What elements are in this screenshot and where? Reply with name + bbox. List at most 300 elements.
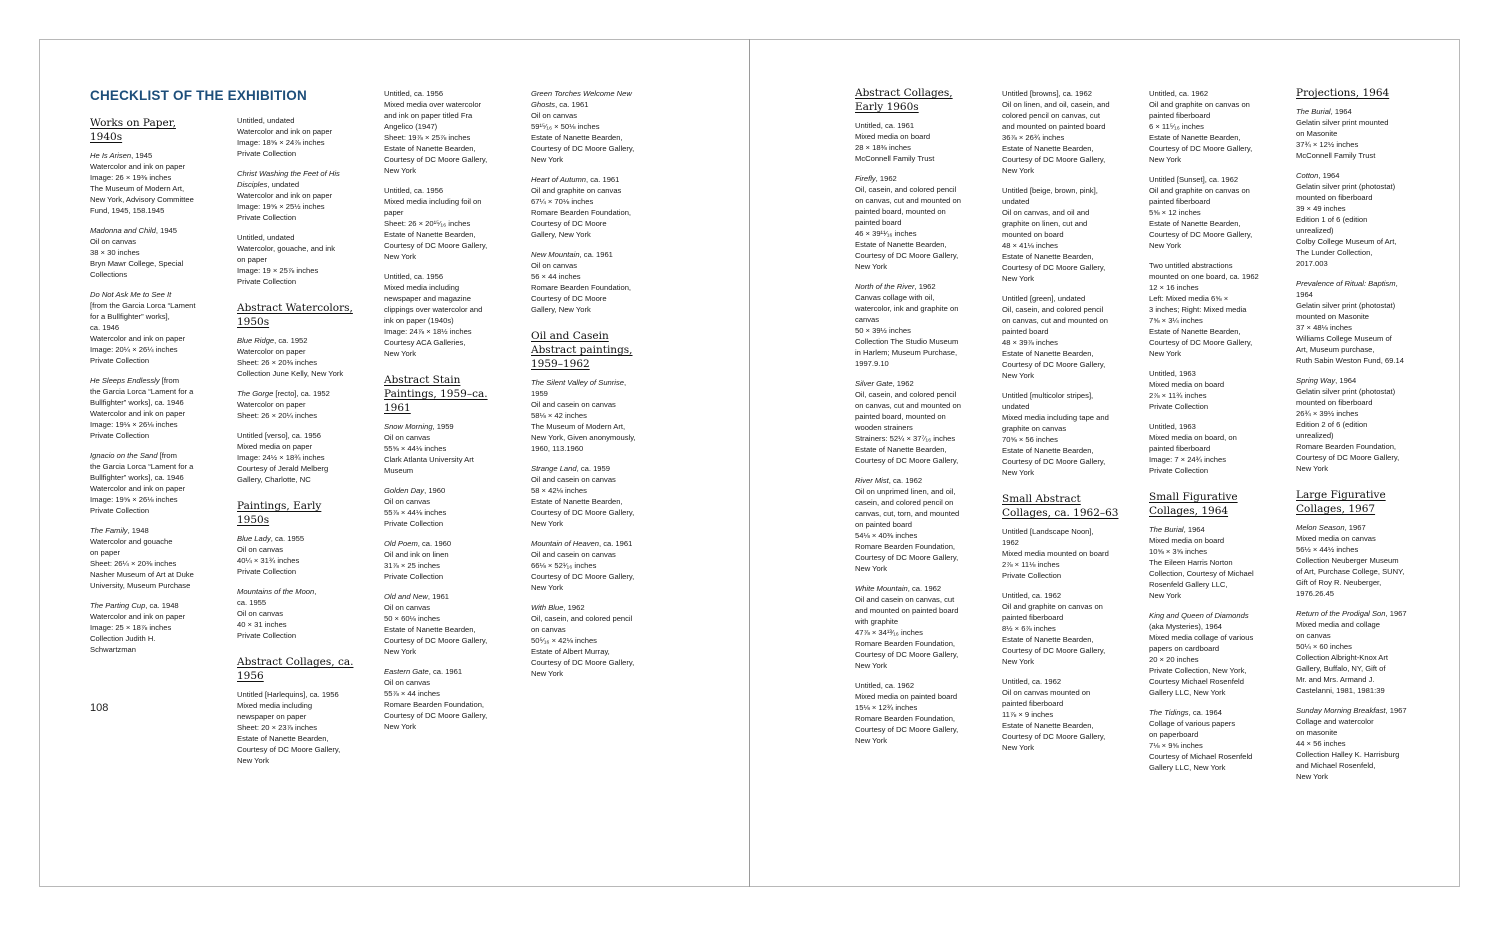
artwork-detail-line: New York: [531, 583, 564, 592]
artwork-title-line: [237, 232, 355, 243]
artwork-detail-line: 1964: [1296, 290, 1313, 299]
artwork-detail-line: Image: 20¼ × 26¼ inches: [90, 345, 178, 354]
artwork-detail-line: Watercolor and ink on paper: [90, 334, 186, 343]
artwork-title: Untitled: [384, 272, 410, 281]
artwork-detail-line: Private Collection: [90, 431, 150, 440]
artwork-detail-line: on masonite: [1296, 728, 1338, 737]
artwork-detail-line: Mixed media on paper: [237, 442, 313, 451]
artwork-detail-line: on paperboard: [1149, 730, 1199, 739]
artwork-detail-line: New York: [1149, 591, 1182, 600]
artwork-detail-line: Collection Neuberger Museum: [1296, 556, 1399, 565]
checklist-entry: [237, 689, 355, 766]
artwork-detail-line: Rosenfeld Gallery LLC,: [1149, 580, 1228, 589]
artwork-detail-line: Museum: [384, 466, 414, 475]
artwork-detail-line: 67¼ × 70⅛ inches: [531, 197, 594, 206]
artwork-title: Snow Morning: [384, 422, 433, 431]
artwork-detail-line: Private Collection, New York,: [1149, 666, 1247, 675]
artwork-date: , 1963: [1174, 369, 1196, 378]
checklist-entry: [90, 225, 208, 280]
checklist-entry: [384, 271, 502, 359]
artwork-detail-line: 20 × 20 inches: [1149, 655, 1199, 664]
artwork-title: White Mountain: [855, 584, 908, 593]
artwork-title-line: [531, 377, 649, 388]
artwork-date: , 1960: [424, 486, 446, 495]
artwork-detail-line: Gallery, Buffalo, NY, Gift of: [1296, 664, 1386, 673]
artwork-detail-line: Oil on unprimed linen, and oil,: [855, 487, 956, 496]
checklist-entry: [855, 475, 973, 574]
checklist-entry: [855, 281, 973, 369]
artwork-detail-line: Oil, casein, and colored pencil: [531, 614, 633, 623]
checklist-entry: [1296, 522, 1414, 599]
artwork-detail-line: 36⅞ × 26¾ inches: [1002, 133, 1065, 142]
artwork-detail-line: Courtesy of DC Moore: [531, 219, 607, 228]
artwork-detail-line: newspaper and magazine: [384, 294, 471, 303]
artwork-title-line: [90, 225, 208, 236]
artwork-detail-line: Watercolor on paper: [237, 347, 306, 356]
artwork-detail-line: 46 × 39¹¹⁄₁₆ inches: [855, 229, 917, 238]
artwork-detail-line: papers on cardboard: [1149, 644, 1220, 653]
artwork-title-line: [90, 289, 208, 300]
artwork-detail-line: 40¼ × 31¾ inches: [237, 556, 300, 565]
artwork-detail-line: Courtesy ACA Galleries,: [384, 338, 466, 347]
artwork-title-line: [1002, 293, 1120, 304]
artwork-date: , ca. 1956: [409, 272, 444, 281]
artwork-detail-line: mounted on one board, ca. 1962: [1149, 272, 1259, 281]
artwork-title-line: [1002, 88, 1120, 99]
artwork-detail-line: and Michael Rosenfeld,: [1296, 761, 1376, 770]
artwork-detail-line: Courtesy of DC Moore Gallery,: [855, 650, 959, 659]
artwork-detail-line: Oil on canvas: [237, 545, 284, 554]
artwork-detail-line: 1959: [531, 389, 548, 398]
artwork-detail-line: paper: [384, 208, 404, 217]
artwork-detail-line: painted board: [855, 218, 902, 227]
checklist-column-3: [384, 88, 502, 741]
artwork-detail-line: New York: [1149, 241, 1182, 250]
artwork-detail-line: Mixed media collage of various: [1149, 633, 1254, 642]
checklist-entry: [1002, 526, 1120, 581]
artwork-title: Untitled: [1002, 186, 1028, 195]
section-heading: Large Figurative Collages, 1967: [1296, 489, 1386, 515]
artwork-detail-line: Private Collection: [384, 519, 444, 528]
artwork-detail-line: 1976.26.45: [1296, 589, 1335, 598]
artwork-detail-line: Gallery, New York: [531, 230, 591, 239]
artwork-detail-line: Courtesy of DC Moore Gallery,: [1002, 732, 1106, 741]
checklist-entry: [237, 115, 355, 159]
artwork-detail-line: clippings over watercolor and: [384, 305, 483, 314]
artwork-detail-line: on canvas, cut and mounted on: [855, 401, 961, 410]
artwork-detail-line: 7⅝ × 3¼ inches: [1149, 316, 1203, 325]
artwork-title: Prevalence of Ritual: Baptism: [1296, 279, 1396, 288]
artwork-detail-line: Courtesy of DC Moore Gallery,: [384, 241, 488, 250]
artwork-detail-line: 11⅞ × 9 inches: [1002, 710, 1054, 719]
checklist-column-4: [531, 88, 649, 688]
artwork-detail-line: Oil and graphite on canvas on: [1002, 602, 1103, 611]
checklist-entry: [531, 88, 649, 165]
artwork-date: , ca. 1964: [1188, 708, 1222, 717]
checklist-entry: [1149, 421, 1267, 476]
artwork-title: Blue Ridge: [237, 336, 275, 345]
artwork-detail-line: New York: [237, 756, 270, 765]
artwork-detail-line: Edition 1 of 6 (edition: [1296, 215, 1368, 224]
artwork-detail-line: 55⅞ × 44 inches: [384, 689, 440, 698]
artwork-detail-line: 40 × 31 inches: [237, 620, 287, 629]
artwork-title-line: [1149, 88, 1267, 99]
artwork-detail-line: Sheet: 19⅞ × 25⅞ inches: [384, 133, 471, 142]
artwork-title: Untitled: [237, 116, 263, 125]
artwork-detail-line: Collage and watercolor: [1296, 717, 1374, 726]
artwork-detail-line: Watercolor and ink on paper: [237, 127, 333, 136]
artwork-detail-line: Courtesy of DC Moore Gallery,: [1002, 646, 1106, 655]
checklist-entry: [237, 533, 355, 577]
checklist-entry: [855, 680, 973, 746]
artwork-detail-line: New York, Given anonymously,: [531, 433, 636, 442]
artwork-title-line: [531, 174, 649, 185]
artwork-detail-line: on canvas, cut and mounted on: [855, 196, 961, 205]
artwork-detail-line: Collection Judith H.: [90, 634, 156, 643]
checklist-entry: [384, 185, 502, 262]
artwork-title: Sunday Morning Breakfast: [1296, 706, 1386, 715]
artwork-title-line: [384, 485, 502, 496]
artwork-detail-line: New York: [531, 669, 564, 678]
artwork-date: , 1967: [1344, 523, 1366, 532]
artwork-detail-line: Private Collection: [90, 356, 150, 365]
artwork-detail-line: Courtesy of DC Moore Gallery,: [1002, 457, 1106, 466]
artwork-detail-line: casein, and colored pencil on: [855, 498, 954, 507]
artwork-detail-line: Collections: [90, 270, 128, 279]
artwork-title-line: [90, 150, 208, 161]
artwork-date: [Harlequins], ca. 1956: [262, 690, 339, 699]
artwork-detail-line: Oil, casein, and colored pencil: [1002, 305, 1104, 314]
artwork-date: , 1945: [155, 226, 177, 235]
artwork-detail-line: Gelatin silver print (photostat): [1296, 387, 1396, 396]
artwork-detail-line: Romare Bearden Foundation,: [384, 700, 485, 709]
artwork-date: , ca. 1962: [1174, 89, 1209, 98]
checklist-entry: [384, 485, 502, 529]
artwork-detail-line: Oil on canvas: [384, 497, 431, 506]
artwork-detail-line: Mixed media on board: [1149, 536, 1225, 545]
artwork-date: , 1964: [1318, 171, 1340, 180]
artwork-title-line: [1296, 106, 1414, 117]
artwork-detail-line: The Museum of Modern Art,: [531, 422, 626, 431]
checklist-entry: [531, 463, 649, 529]
artwork-detail-line: New York: [384, 722, 417, 731]
artwork-detail-line: painted board, mounted on: [855, 207, 946, 216]
artwork-detail-line: Private Collection: [237, 213, 297, 222]
artwork-title-line: [531, 538, 649, 549]
artwork-title: Heart of Autumn: [531, 175, 587, 184]
artwork-title: Old and New: [384, 592, 428, 601]
artwork-title-line: [237, 689, 355, 700]
artwork-detail-line: New York: [1002, 274, 1035, 283]
artwork-date: , ca. 1962: [880, 681, 915, 690]
artwork-title: Untitled: [855, 681, 881, 690]
artwork-date: , ca. 1961: [579, 250, 613, 259]
artwork-title: The Parting Cup: [90, 601, 146, 610]
artwork-title-line: [384, 591, 502, 602]
artwork-title-line: [855, 475, 973, 486]
artwork-detail-line: on painted board: [855, 520, 913, 529]
artwork-title: The Family: [90, 526, 128, 535]
artwork-title-line: [237, 115, 355, 126]
artwork-date: [recto], ca. 1952: [273, 389, 330, 398]
artwork-detail-line: Courtesy of DC Moore Gallery,: [531, 658, 635, 667]
artwork-title-line: [1002, 185, 1120, 196]
artwork-detail-line: 3 inches; Right: Mixed media: [1149, 305, 1247, 314]
checklist-entry: [1002, 676, 1120, 753]
artwork-detail-line: Image: 7 × 24¾ inches: [1149, 455, 1227, 464]
artwork-detail-line: Estate of Nanette Bearden,: [1002, 144, 1094, 153]
artwork-detail-line: Private Collection: [1002, 571, 1062, 580]
artwork-detail-line: canvas: [855, 315, 880, 324]
artwork-detail-line: Bullfighter” works], ca. 1946: [90, 473, 184, 482]
artwork-detail-line: Romare Bearden Foundation,: [855, 542, 956, 551]
artwork-title-line: [384, 271, 502, 282]
artwork-detail-line: Watercolor and ink on paper: [90, 484, 186, 493]
artwork-detail-line: ca. 1946: [90, 323, 120, 332]
artwork-title-line: [855, 120, 973, 131]
artwork-date: , 1962: [892, 379, 914, 388]
artwork-detail-line: Oil on canvas: [384, 433, 431, 442]
artwork-title: Strange Land: [531, 464, 577, 473]
artwork-title: King and Queen of Diamonds: [1149, 611, 1249, 620]
artwork-title-line: [384, 88, 502, 99]
artwork-detail-line: Romare Bearden Foundation,: [855, 639, 956, 648]
artwork-detail-line: on canvas, cut and mounted on: [1002, 316, 1108, 325]
artwork-detail-line: Gallery, New York: [531, 305, 591, 314]
artwork-date: [browns], ca. 1962: [1027, 89, 1092, 98]
artwork-detail-line: Image: 18⅝ × 24⅞ inches: [237, 138, 325, 147]
artwork-detail-line: on paper: [237, 255, 267, 264]
artwork-date: , undated: [262, 233, 295, 242]
artwork-date: , ca. 1956: [409, 186, 444, 195]
artwork-detail-line: New York: [855, 736, 888, 745]
artwork-detail-line: Estate of Nanette Bearden,: [531, 133, 623, 142]
artwork-detail-line: New York: [1002, 468, 1035, 477]
artwork-date: [from: [157, 451, 177, 460]
artwork-detail-line: painted board: [1002, 327, 1049, 336]
artwork-title: Old Poem: [384, 539, 418, 548]
artwork-title-line: [1296, 705, 1414, 716]
artwork-detail-line: Collection Albright-Knox Art: [1296, 653, 1389, 662]
artwork-date: , 1961: [427, 592, 450, 601]
checklist-entry: [1002, 293, 1120, 381]
checklist-column-8: [1296, 86, 1414, 791]
artwork-detail-line: 70⅝ × 56 inches: [1002, 435, 1058, 444]
artwork-detail-line: newspaper on paper: [237, 712, 307, 721]
artwork-date: , 1963: [1174, 422, 1196, 431]
artwork-detail-line: Mixed media over watercolor: [384, 100, 482, 109]
artwork-detail-line: New York, Advisory Committee: [90, 195, 194, 204]
artwork-title-line: [90, 600, 208, 611]
artwork-title: Mountains of the Moon: [237, 587, 315, 596]
page-gutter: [749, 39, 750, 887]
artwork-date: , undated: [262, 116, 295, 125]
artwork-detail-line: 55⅝ × 44⅛ inches: [384, 444, 447, 453]
artwork-date: , ca. 1961: [586, 175, 620, 184]
artwork-title: He Is Arisen: [90, 151, 132, 160]
artwork-detail-line: Estate of Nanette Bearden,: [384, 625, 476, 634]
artwork-detail-line: canvas, cut, torn, and mounted: [855, 509, 960, 518]
artwork-detail-line: New York: [1002, 166, 1035, 175]
artwork-detail-line: Watercolor and ink on paper: [90, 612, 186, 621]
artwork-detail-line: Estate of Nanette Bearden,: [855, 240, 947, 249]
artwork-detail-line: painted board, mounted on: [855, 412, 946, 421]
checklist-entry: [1296, 170, 1414, 269]
artwork-detail-line: Courtesy of DC Moore Gallery,: [531, 572, 635, 581]
checklist-entry: [531, 174, 649, 240]
artwork-title: Untitled: [1149, 422, 1175, 431]
artwork-detail-line: Mr. and Mrs. Armand J.: [1296, 675, 1375, 684]
artwork-detail-line: Estate of Albert Murray,: [531, 647, 610, 656]
checklist-entry: [1149, 707, 1267, 773]
checklist-entry: [1296, 705, 1414, 782]
artwork-title-line: [237, 430, 355, 441]
artwork-detail-line: Bullfighter” works], ca. 1946: [90, 398, 184, 407]
checklist-entry: [384, 421, 502, 476]
artwork-title: Cotton: [1296, 171, 1319, 180]
section-heading: Abstract Watercolors, 1950s: [237, 302, 353, 328]
artwork-detail-line: on canvas: [1296, 631, 1331, 640]
artwork-title-line: [1149, 524, 1267, 535]
artwork-title-line: [1149, 421, 1267, 432]
artwork-detail-line: Watercolor and gouache: [90, 537, 173, 546]
artwork-title-line: [855, 583, 973, 594]
artwork-detail-line: Sheet: 26 × 20¼ inches: [237, 411, 318, 420]
artwork-detail-line: Courtesy of DC Moore Gallery,: [855, 251, 959, 260]
checklist-entry: [1149, 174, 1267, 251]
artwork-detail-line: McConnell Family Trust: [855, 154, 935, 163]
artwork-title-line: [237, 586, 355, 597]
artwork-title-line: [237, 335, 355, 346]
artwork-detail-line: Castelanni, 1981, 1981:39: [1296, 686, 1385, 695]
artwork-detail-line: 56½ × 44½ inches: [1296, 545, 1359, 554]
artwork-title-line: [1296, 608, 1414, 619]
artwork-title-line: [1296, 170, 1414, 181]
artwork-title: Untitled: [1002, 677, 1028, 686]
artwork-detail-line: Strainers: 52¼ × 37⁷⁄₁₆ inches: [855, 434, 956, 443]
checklist-entry: [237, 586, 355, 641]
artwork-detail-line: Edition 2 of 6 (edition: [1296, 420, 1368, 429]
artwork-detail-line: Courtesy of DC Moore Gallery,: [384, 711, 488, 720]
artwork-detail-line: graphite on canvas: [1002, 424, 1067, 433]
artwork-detail-line: New York: [855, 262, 888, 271]
artwork-detail-line: Mixed media mounted on board: [1002, 549, 1109, 558]
artwork-title-line: [384, 185, 502, 196]
artwork-title-line: [1149, 260, 1267, 271]
artwork-detail-line: New York: [384, 166, 417, 175]
artwork-detail-line: New York: [855, 564, 888, 573]
artwork-title: Blue Lady: [237, 534, 271, 543]
checklist-entry: [1149, 260, 1267, 359]
artwork-title: The Burial: [1149, 525, 1184, 534]
artwork-detail-line: Oil on canvas: [384, 678, 431, 687]
artwork-detail-line: 37¾ × 12½ inches: [1296, 140, 1359, 149]
artwork-detail-line: New York: [384, 647, 417, 656]
checklist-entry: [1149, 524, 1267, 601]
artwork-title: Return of the Prodigal Son: [1296, 609, 1386, 618]
artwork-date: , ca. 1960: [417, 539, 452, 548]
artwork-detail-line: and ink on paper titled Fra: [384, 111, 473, 120]
artwork-title: Untitled: [237, 431, 263, 440]
artwork-date: [Landscape Noon],: [1027, 527, 1094, 536]
artwork-detail-line: Mixed media including tape and: [1002, 413, 1109, 422]
artwork-date: , 1967: [1385, 609, 1407, 618]
artwork-detail-line: Oil on canvas: [531, 261, 578, 270]
artwork-detail-line: Image: 25 × 18⅞ inches: [90, 623, 172, 632]
artwork-title-line: [1149, 174, 1267, 185]
artwork-detail-line: 10⅝ × 3⅝ inches: [1149, 547, 1208, 556]
artwork-detail-line: Oil on canvas: [384, 603, 431, 612]
artwork-title-line: [1296, 522, 1414, 533]
artwork-title-line: [237, 388, 355, 399]
artwork-detail-line: Courtesy of DC Moore Gallery,: [1002, 360, 1106, 369]
artwork-detail-line: 7⅛ × 9⅝ inches: [1149, 741, 1203, 750]
artwork-detail-line: 50⁵⁄₁₆ × 42⅛ inches: [531, 636, 597, 645]
checklist-entry: [384, 538, 502, 582]
artwork-title: Ignacio on the Sand: [90, 451, 158, 460]
artwork-detail-line: and mounted on painted board: [855, 606, 959, 615]
checklist-entry: [1149, 610, 1267, 698]
artwork-detail-line: Courtesy of DC Moore Gallery,: [1002, 155, 1106, 164]
checklist-entry: [1002, 185, 1120, 284]
artwork-detail-line: Mixed media on board: [1149, 380, 1225, 389]
artwork-detail-line: mounted on fiberboard: [1296, 193, 1373, 202]
artwork-detail-line: Estate of Nanette Bearden,: [1149, 327, 1241, 336]
artwork-detail-line: on Masonite: [1296, 129, 1338, 138]
artwork-title: The Gorge: [237, 389, 274, 398]
artwork-detail-line: 39 × 49 inches: [1296, 204, 1346, 213]
artwork-title: Untitled: [237, 690, 263, 699]
artwork-title-line: [1149, 707, 1267, 718]
artwork-detail-line: unrealized): [1296, 226, 1334, 235]
artwork-detail-line: Mixed media on board: [855, 132, 931, 141]
artwork-date: , 1962: [875, 174, 897, 183]
checklist-column-1: [90, 116, 208, 664]
artwork-date: , 1945: [131, 151, 153, 160]
artwork-date: , 1962: [914, 282, 936, 291]
checklist-entry: [1002, 390, 1120, 478]
artwork-detail-line: wooden strainers: [855, 423, 913, 432]
artwork-date: , 1964: [1183, 525, 1205, 534]
checklist-entry: [1296, 278, 1414, 366]
artwork-title-line: [855, 281, 973, 292]
artwork-detail-line: Watercolor and ink on paper: [90, 162, 186, 171]
artwork-title: Untitled: [1149, 175, 1175, 184]
section-heading: Abstract Collages, Early 1960s: [855, 87, 953, 113]
artwork-title: The Tidings: [1149, 708, 1189, 717]
artwork-detail-line: Private Collection: [1149, 466, 1209, 475]
artwork-detail-line: Courtesy of DC Moore Gallery,: [237, 745, 341, 754]
artwork-title: Untitled: [1149, 89, 1175, 98]
artwork-detail-line: 37 × 48⅛ inches: [1296, 323, 1352, 332]
artwork-detail-line: mounted on fiberboard: [1296, 398, 1373, 407]
artwork-detail-line: 2⅞ × 11¾ inches: [1149, 391, 1207, 400]
artwork-title-line: [90, 450, 208, 461]
artwork-date: , ca. 1962: [1027, 591, 1062, 600]
artwork-detail-line: The Lunder Collection,: [1296, 248, 1373, 257]
artwork-detail-line: Courtesy of Jerald Melberg: [237, 464, 329, 473]
artwork-title: Silver Gate: [855, 379, 893, 388]
artwork-detail-line: Image: 24½ × 18¾ inches: [237, 453, 325, 462]
artwork-detail-line: Collage of various papers: [1149, 719, 1236, 728]
artwork-title: Untitled: [1149, 369, 1175, 378]
artwork-title: The Silent Valley of Sunrise: [531, 378, 625, 387]
artwork-date: , ca. 1962: [1027, 677, 1062, 686]
artwork-detail-line: for a Bullfighter” works],: [90, 312, 170, 321]
checklist-entry: [1002, 590, 1120, 667]
artwork-detail-line: 50 × 39½ inches: [855, 326, 911, 335]
artwork-detail-line: Private Collection: [237, 277, 297, 286]
